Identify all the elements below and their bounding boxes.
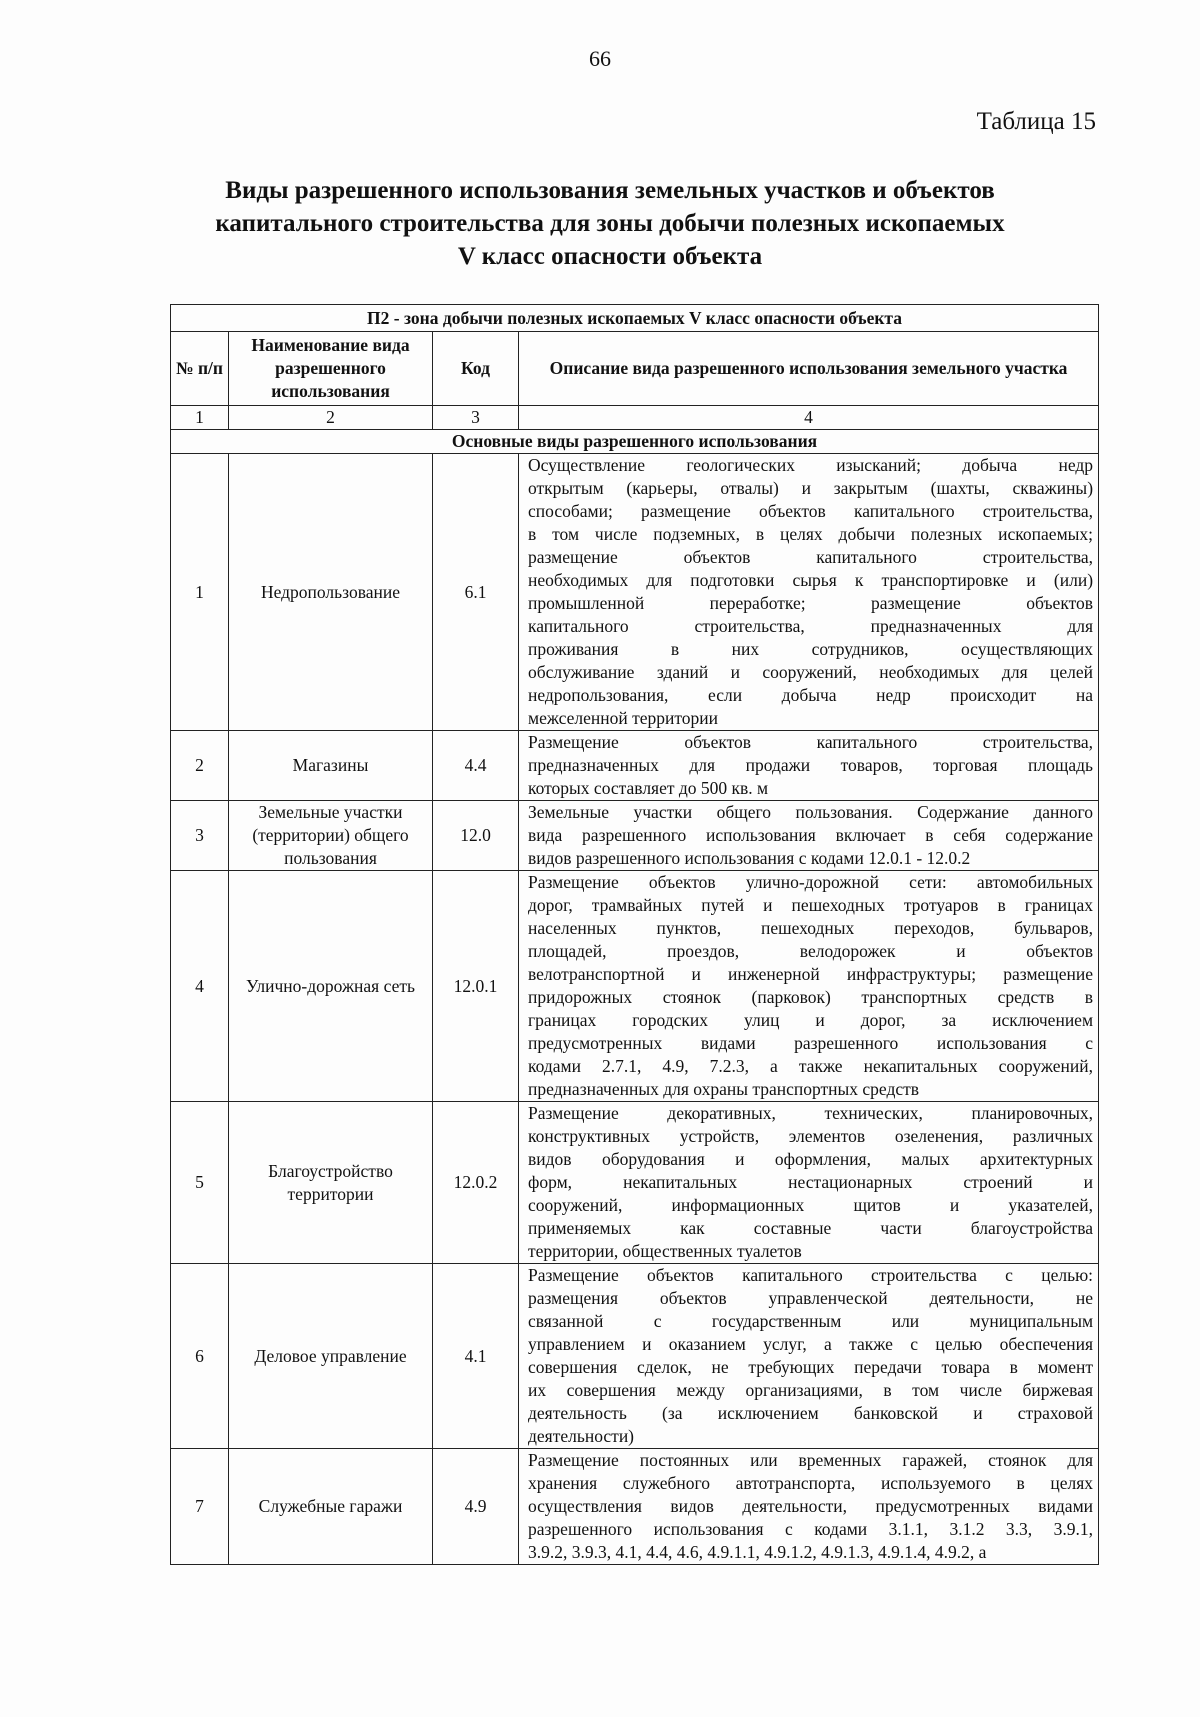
row-code: 12.0 bbox=[433, 801, 519, 871]
page-number: 66 bbox=[589, 46, 611, 71]
description-line: Осуществление геологических изысканий; добыча недр bbox=[528, 455, 1094, 475]
description-line: населенных пунктов, пешеходных переходов, бульваров, bbox=[528, 918, 1094, 938]
row-number: 5 bbox=[171, 1102, 229, 1264]
description-line: Размещение объектов капитального строительства с целью: bbox=[528, 1265, 1094, 1285]
document-title bbox=[140, 174, 1080, 273]
table-row bbox=[171, 871, 1099, 1102]
col-number: 3 bbox=[433, 406, 519, 430]
description-line: конструктивных устройств, элементов озеленения, различных bbox=[528, 1126, 1094, 1146]
row-use-name: Недропользование bbox=[229, 454, 433, 731]
description-line: предназначенных для охраны транспортных средств bbox=[528, 1079, 920, 1099]
description-line: деятельность (за исключением банковской и страховой bbox=[528, 1403, 1094, 1423]
description-line: территории, общественных туалетов bbox=[528, 1241, 802, 1261]
row-code: 4.1 bbox=[433, 1264, 519, 1449]
description-line: разрешенного использования с кодами 3.1.1, 3.1.2 3.3, 3.9.1, bbox=[528, 1519, 1094, 1539]
description-line: площадей, проездов, велодорожек и объектов bbox=[528, 941, 1094, 961]
description-line: дорог, трамвайных путей и пешеходных тротуаров в границах bbox=[528, 895, 1094, 915]
row-description bbox=[519, 731, 1099, 801]
description-line: деятельности) bbox=[528, 1426, 635, 1446]
col-header-code: Код bbox=[433, 332, 519, 406]
description-line: проживания в них сотрудников, осуществляющих bbox=[528, 639, 1094, 659]
description-line: Земельные участки общего пользования. Содержание данного bbox=[528, 802, 1094, 822]
description-line: промышленной переработке; размещение объектов bbox=[528, 593, 1094, 613]
description-line: вида разрешенного использования включает в себя содержание bbox=[528, 825, 1094, 845]
description-line: границах городских улиц и дорог, за исключением bbox=[528, 1010, 1094, 1030]
description-line: способами; размещение объектов капитального строительства, bbox=[528, 501, 1094, 521]
description-line: предусмотренных видами разрешенного использования с bbox=[528, 1033, 1094, 1053]
col-header-num: № п/п bbox=[171, 332, 229, 406]
row-description bbox=[519, 454, 1099, 731]
description-line: которых составляет до 500 кв. м bbox=[528, 778, 769, 798]
row-use-name: Служебные гаражи bbox=[229, 1449, 433, 1565]
row-use-name: Магазины bbox=[229, 731, 433, 801]
col-number: 1 bbox=[171, 406, 229, 430]
row-use-name: Благоустройство территории bbox=[229, 1102, 433, 1264]
row-number: 3 bbox=[171, 801, 229, 871]
description-line: связанной с государственным или муниципальным bbox=[528, 1311, 1094, 1331]
col-header-name: Наименование вида разрешенного использования bbox=[229, 332, 433, 406]
description-line: Размещение декоративных, технических, планировочных, bbox=[528, 1103, 1094, 1123]
row-number: 4 bbox=[171, 871, 229, 1102]
row-description bbox=[519, 871, 1099, 1102]
row-use-name: Деловое управление bbox=[229, 1264, 433, 1449]
title-line: Виды разрешенного использования земельных участков и объектов bbox=[225, 177, 995, 204]
description-line: размещения объектов управленческой деятельности, не bbox=[528, 1288, 1094, 1308]
description-line: открытым (карьеры, отвалы) и закрытым (шахты, скважины) bbox=[528, 478, 1094, 498]
row-use-name: Улично-дорожная сеть bbox=[229, 871, 433, 1102]
row-number: 6 bbox=[171, 1264, 229, 1449]
description-line: в том числе подземных, в целях добычи полезных ископаемых; bbox=[528, 524, 1094, 544]
col-number: 4 bbox=[519, 406, 1099, 430]
row-number: 7 bbox=[171, 1449, 229, 1565]
row-description bbox=[519, 1102, 1099, 1264]
table-row bbox=[171, 1449, 1099, 1565]
col-number: 2 bbox=[229, 406, 433, 430]
description-line: видов разрешенного использования с кодами 12.0.1 - 12.0.2 bbox=[528, 848, 971, 868]
row-description bbox=[519, 801, 1099, 871]
zone-header: П2 - зона добычи полезных ископаемых V класс опасности объекта bbox=[171, 305, 1099, 332]
description-line: придорожных стоянок (парковок) транспортных средств в bbox=[528, 987, 1094, 1007]
table-row bbox=[171, 801, 1099, 871]
description-line: их совершения между организациями, в том числе биржевая bbox=[528, 1380, 1094, 1400]
description-line: Размещение постоянных или временных гаражей, стоянок для bbox=[528, 1450, 1094, 1470]
row-code: 4.4 bbox=[433, 731, 519, 801]
description-line: размещение объектов капитального строительства, bbox=[528, 547, 1094, 567]
description-line: применяемых как составные части благоустройства bbox=[528, 1218, 1094, 1238]
section-header: Основные виды разрешенного использования bbox=[171, 430, 1099, 454]
description-line: обслуживание зданий и сооружений, необходимых для целей bbox=[528, 662, 1094, 682]
title-line: V класс опасности объекта bbox=[457, 243, 763, 270]
description-line: необходимых для подготовки сырья к транспортировке и (или) bbox=[528, 570, 1094, 590]
description-line: Размещение объектов капитального строительства, bbox=[528, 732, 1094, 752]
description-line: видов оборудования и оформления, малых архитектурных bbox=[528, 1149, 1094, 1169]
description-line: совершения сделок, не требующих передачи товара в момент bbox=[528, 1357, 1094, 1377]
description-line: межселенной территории bbox=[528, 708, 719, 728]
table-row bbox=[171, 1102, 1099, 1264]
table-row bbox=[171, 1264, 1099, 1449]
title-line: капитального строительства для зоны добычи полезных ископаемых bbox=[215, 210, 1005, 237]
row-code: 4.9 bbox=[433, 1449, 519, 1565]
table-row bbox=[171, 454, 1099, 731]
row-use-name: Земельные участки (территории) общего пользования bbox=[229, 801, 433, 871]
description-line: велотранспортной и инженерной инфраструктуры; размещение bbox=[528, 964, 1094, 984]
description-line: капитального строительства, предназначенных для bbox=[528, 616, 1094, 636]
row-number: 2 bbox=[171, 731, 229, 801]
description-line: предназначенных для продажи товаров, торговая площадь bbox=[528, 755, 1094, 775]
row-code: 12.0.1 bbox=[433, 871, 519, 1102]
description-line: кодами 2.7.1, 4.9, 7.2.3, а также некапитальных сооружений, bbox=[528, 1056, 1094, 1076]
description-line: осуществления видов деятельности, предусмотренных видами bbox=[528, 1496, 1094, 1516]
description-line: 3.9.2, 3.9.3, 4.1, 4.4, 4.6, 4.9.1.1, 4.9.1.2, 4.9.1.3, 4.9.1.4, 4.9.2, а bbox=[528, 1542, 987, 1562]
row-description bbox=[519, 1449, 1099, 1565]
row-number: 1 bbox=[171, 454, 229, 731]
description-line: недропользования, если добыча недр происходит на bbox=[528, 685, 1094, 705]
col-header-desc: Описание вида разрешенного использования земельного участка bbox=[519, 332, 1099, 406]
description-line: сооружений, информационных щитов и указателей, bbox=[528, 1195, 1094, 1215]
table-row bbox=[171, 731, 1099, 801]
table-label: Таблица 15 bbox=[976, 108, 1096, 135]
description-line: хранения служебного автотранспорта, используемого в целях bbox=[528, 1473, 1094, 1493]
land-use-table bbox=[170, 304, 1099, 1565]
description-line: форм, некапитальных нестационарных строений и bbox=[528, 1172, 1094, 1192]
description-line: Размещение объектов улично-дорожной сети: автомобильных bbox=[528, 872, 1094, 892]
row-code: 6.1 bbox=[433, 454, 519, 731]
row-description bbox=[519, 1264, 1099, 1449]
description-line: управлением и оказанием услуг, а также с целью обеспечения bbox=[528, 1334, 1094, 1354]
row-code: 12.0.2 bbox=[433, 1102, 519, 1264]
